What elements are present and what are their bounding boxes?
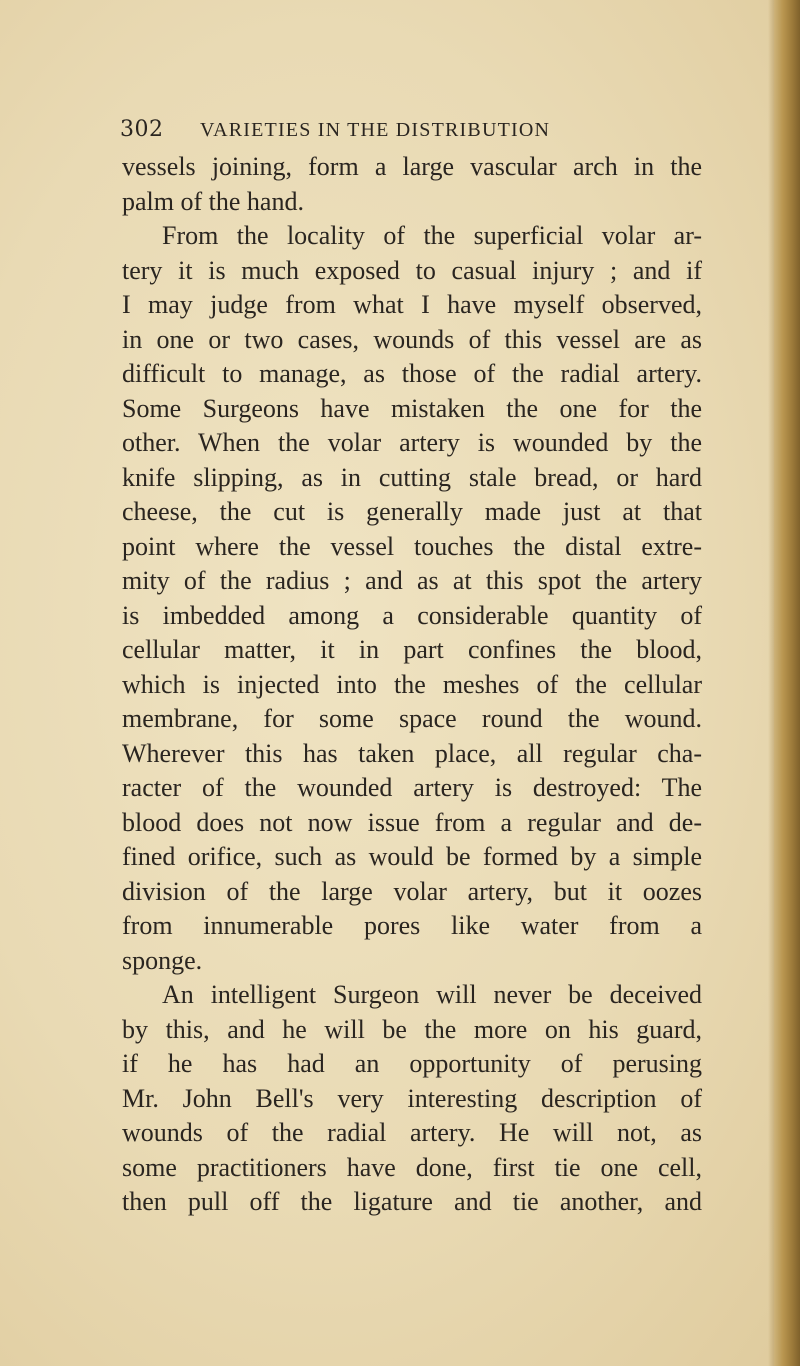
text-line: From the locality of the superficial volar ar-: [162, 221, 702, 250]
text-line: Some Surgeons have mistaken the one for the: [122, 393, 702, 423]
text-line: point where the vessel touches the distal extre-: [122, 531, 702, 561]
text-line: blood does not now issue from a regular and de-: [122, 807, 702, 837]
text-line: racter of the wounded artery is destroyed: The: [122, 773, 702, 802]
text-line: division of the large volar artery, but it oozes: [122, 876, 702, 906]
text-line: knife slipping, as in cutting stale bread, or hard: [122, 462, 702, 492]
text-line: other. When the volar artery is wounded by the: [122, 428, 702, 457]
text-line: some practitioners have done, first tie one cell,: [122, 1152, 702, 1182]
text-line: by this, and he will be the more on his guard,: [122, 1014, 702, 1044]
text-line: fined orifice, such as would be formed by a simple: [122, 842, 702, 871]
page-number: 302: [120, 117, 164, 142]
text-line: wounds of the radial artery. He will not, as: [122, 1118, 702, 1147]
text-line: mity of the radius ; and as at this spot the artery: [122, 566, 702, 595]
text-line: vessels joining, form a large vascular arch in the: [122, 152, 702, 181]
page-header: [120, 117, 680, 147]
text-line: difficult to manage, as those of the radial artery.: [122, 359, 702, 388]
running-head: VARIETIES IN THE DISTRIBUTION: [200, 119, 551, 141]
text-line: Mr. John Bell's very interesting description of: [122, 1083, 702, 1113]
text-line: Wherever this has taken place, all regular cha-: [122, 738, 702, 768]
text-line: cellular matter, it in part confines the blood,: [122, 635, 702, 664]
text-line: membrane, for some space round the wound.: [122, 704, 702, 733]
text-line: palm of the hand.: [122, 186, 304, 216]
text-line: in one or two cases, wounds of this vessel are as: [122, 324, 702, 354]
text-line: is imbedded among a considerable quantity of: [122, 600, 702, 630]
text-line: then pull off the ligature and tie another, and: [122, 1187, 702, 1216]
text-line: if he has had an opportunity of perusing: [122, 1049, 702, 1078]
text-line: from innumerable pores like water from a: [122, 911, 702, 940]
text-line: tery it is much exposed to casual injury ; and if: [122, 255, 702, 285]
text-line: An intelligent Surgeon will never be deceived: [162, 980, 702, 1009]
text-line: sponge.: [122, 945, 203, 975]
text-line: cheese, the cut is generally made just at that: [122, 497, 702, 526]
body-text: [122, 150, 702, 1220]
text-line: which is injected into the meshes of the cellular: [122, 669, 702, 699]
page-edge: [774, 0, 800, 1366]
text-line: I may judge from what I have myself observed,: [122, 290, 702, 319]
